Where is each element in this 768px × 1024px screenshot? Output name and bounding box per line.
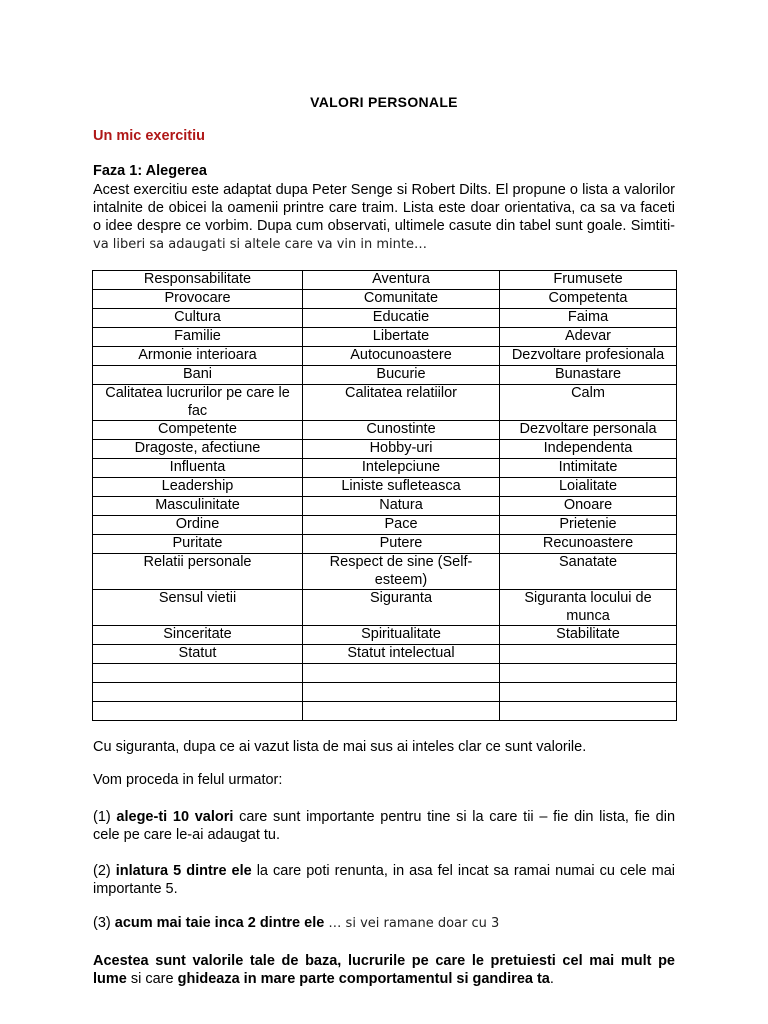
- table-cell: Armonie interioara: [93, 347, 303, 366]
- table-cell: Calitatea relatiilor: [303, 385, 500, 421]
- table-cell: [93, 683, 303, 702]
- table-cell: Dezvoltare profesionala: [500, 347, 677, 366]
- table-cell: [93, 664, 303, 683]
- table-row: [93, 626, 677, 645]
- step-number: (1): [93, 809, 117, 825]
- table-cell: Dragoste, afectiune: [93, 440, 303, 459]
- table-cell: Recunoastere: [500, 535, 677, 554]
- table-cell: Comunitate: [303, 290, 500, 309]
- step-2: [93, 862, 675, 898]
- paragraph-procedure: Vom proceda in felul urmator:: [93, 772, 283, 788]
- table-cell: Aventura: [303, 271, 500, 290]
- table-row: [93, 421, 677, 440]
- table-row: [93, 554, 677, 590]
- step-text: … si vei ramane doar cu 3: [324, 916, 500, 931]
- table-cell: Puritate: [93, 535, 303, 554]
- step-action: inlatura 5 dintre ele: [115, 863, 252, 879]
- table-cell: Respect de sine (Self-esteem): [303, 554, 500, 590]
- table-row: [93, 664, 677, 683]
- table-cell: Stabilitate: [500, 626, 677, 645]
- table-cell: Loialitate: [500, 478, 677, 497]
- table-cell: [500, 683, 677, 702]
- table-cell: Independenta: [500, 440, 677, 459]
- table-row: [93, 478, 677, 497]
- table-cell: Pace: [303, 516, 500, 535]
- step-3: [93, 914, 675, 933]
- table-cell: [303, 683, 500, 702]
- table-cell: Sensul vietii: [93, 590, 303, 626]
- table-row: [93, 702, 677, 721]
- table-row: [93, 459, 677, 478]
- intro-tail: va liberi sa adaugati si altele care va vin in minte…: [93, 237, 428, 252]
- step-action: alege-ti 10 valori: [116, 809, 234, 825]
- table-cell: Masculinitate: [93, 497, 303, 516]
- table-cell: Familie: [93, 328, 303, 347]
- step-1: [93, 808, 675, 844]
- table-cell: Bunastare: [500, 366, 677, 385]
- table-cell: Competenta: [500, 290, 677, 309]
- step-number: (3): [93, 915, 115, 931]
- table-cell: Intelepciune: [303, 459, 500, 478]
- table-row: [93, 328, 677, 347]
- table-cell: Putere: [303, 535, 500, 554]
- intro-paragraph: [93, 181, 675, 254]
- table-cell: Faima: [500, 309, 677, 328]
- table-cell: Siguranta locului de munca: [500, 590, 677, 626]
- table-cell: Provocare: [93, 290, 303, 309]
- table-row: [93, 440, 677, 459]
- table-cell: Calitatea lucrurilor pe care le fac: [93, 385, 303, 421]
- table-cell: Liniste sufleteasca: [303, 478, 500, 497]
- table-cell: Siguranta: [303, 590, 500, 626]
- table-row: [93, 590, 677, 626]
- conclusion-bold-2: ghideaza in mare parte comportamentul si gandirea ta: [177, 971, 550, 987]
- page-title: VALORI PERSONALE: [310, 94, 458, 110]
- conclusion-mid: si care: [126, 971, 178, 987]
- table-cell: Educatie: [303, 309, 500, 328]
- table-cell: [303, 664, 500, 683]
- table-cell: Ordine: [93, 516, 303, 535]
- table-cell: Prietenie: [500, 516, 677, 535]
- table-cell: Relatii personale: [93, 554, 303, 590]
- table-cell: Statut intelectual: [303, 645, 500, 664]
- table-cell: Frumusete: [500, 271, 677, 290]
- table-cell: Bucurie: [303, 366, 500, 385]
- table-cell: Adevar: [500, 328, 677, 347]
- table-cell: Autocunoastere: [303, 347, 500, 366]
- table-cell: Intimitate: [500, 459, 677, 478]
- table-cell: [93, 702, 303, 721]
- table-cell: Influenta: [93, 459, 303, 478]
- values-table: [92, 270, 677, 721]
- table-row: [93, 366, 677, 385]
- conclusion-bold-1: Acestea sunt valorile tale de baza, lucrurile pe care le pretuiesti cel mai mult pe lume: [93, 953, 675, 987]
- intro-main: Acest exercitiu este adaptat dupa Peter Senge si Robert Dilts. El propune o lista a valorilor intalnite de obicei la oamenii printre care traim. Lista este doar orientativa, ca sa va faceti o idee despre ce vorbim. Dupa cum observati, ultimele casute din tabel sunt goale. Simtiti-: [93, 182, 675, 234]
- table-row: [93, 535, 677, 554]
- table-cell: Libertate: [303, 328, 500, 347]
- step-text: la care poti renunta, in asa fel incat sa ramai numai cu cele mai importante 5.: [93, 863, 675, 897]
- table-row: [93, 290, 677, 309]
- conclusion-paragraph: [93, 952, 675, 988]
- table-row: [93, 645, 677, 664]
- table-cell: Natura: [303, 497, 500, 516]
- table-cell: Dezvoltare personala: [500, 421, 677, 440]
- paragraph-understanding: Cu siguranta, dupa ce ai vazut lista de mai sus ai inteles clar ce sunt valorile.: [93, 739, 587, 755]
- table-cell: Hobby-uri: [303, 440, 500, 459]
- table-row: [93, 516, 677, 535]
- phase-heading: Faza 1: Alegerea: [93, 163, 207, 179]
- table-row: [93, 497, 677, 516]
- table-cell: Cultura: [93, 309, 303, 328]
- table-cell: Calm: [500, 385, 677, 421]
- table-cell: Leadership: [93, 478, 303, 497]
- table-cell: [303, 702, 500, 721]
- table-row: [93, 347, 677, 366]
- subtitle: Un mic exercitiu: [93, 128, 206, 144]
- table-row: [93, 683, 677, 702]
- step-text: care sunt importante pentru tine si la care tii – fie din lista, fie din cele pe care le-ai adaugat tu.: [93, 809, 676, 843]
- step-action: acum mai taie inca 2 dintre ele: [114, 915, 325, 931]
- table-cell: Sinceritate: [93, 626, 303, 645]
- table-row: [93, 385, 677, 421]
- table-cell: [500, 664, 677, 683]
- table-cell: Bani: [93, 366, 303, 385]
- table-row: [93, 271, 677, 290]
- conclusion-end: .: [549, 971, 554, 987]
- step-number: (2): [93, 863, 116, 879]
- table-cell: Sanatate: [500, 554, 677, 590]
- table-cell: [500, 645, 677, 664]
- table-cell: Spiritualitate: [303, 626, 500, 645]
- table-cell: Responsabilitate: [93, 271, 303, 290]
- table-row: [93, 309, 677, 328]
- table-cell: Competente: [93, 421, 303, 440]
- table-cell: Statut: [93, 645, 303, 664]
- table-cell: [500, 702, 677, 721]
- table-cell: Cunostinte: [303, 421, 500, 440]
- table-cell: Onoare: [500, 497, 677, 516]
